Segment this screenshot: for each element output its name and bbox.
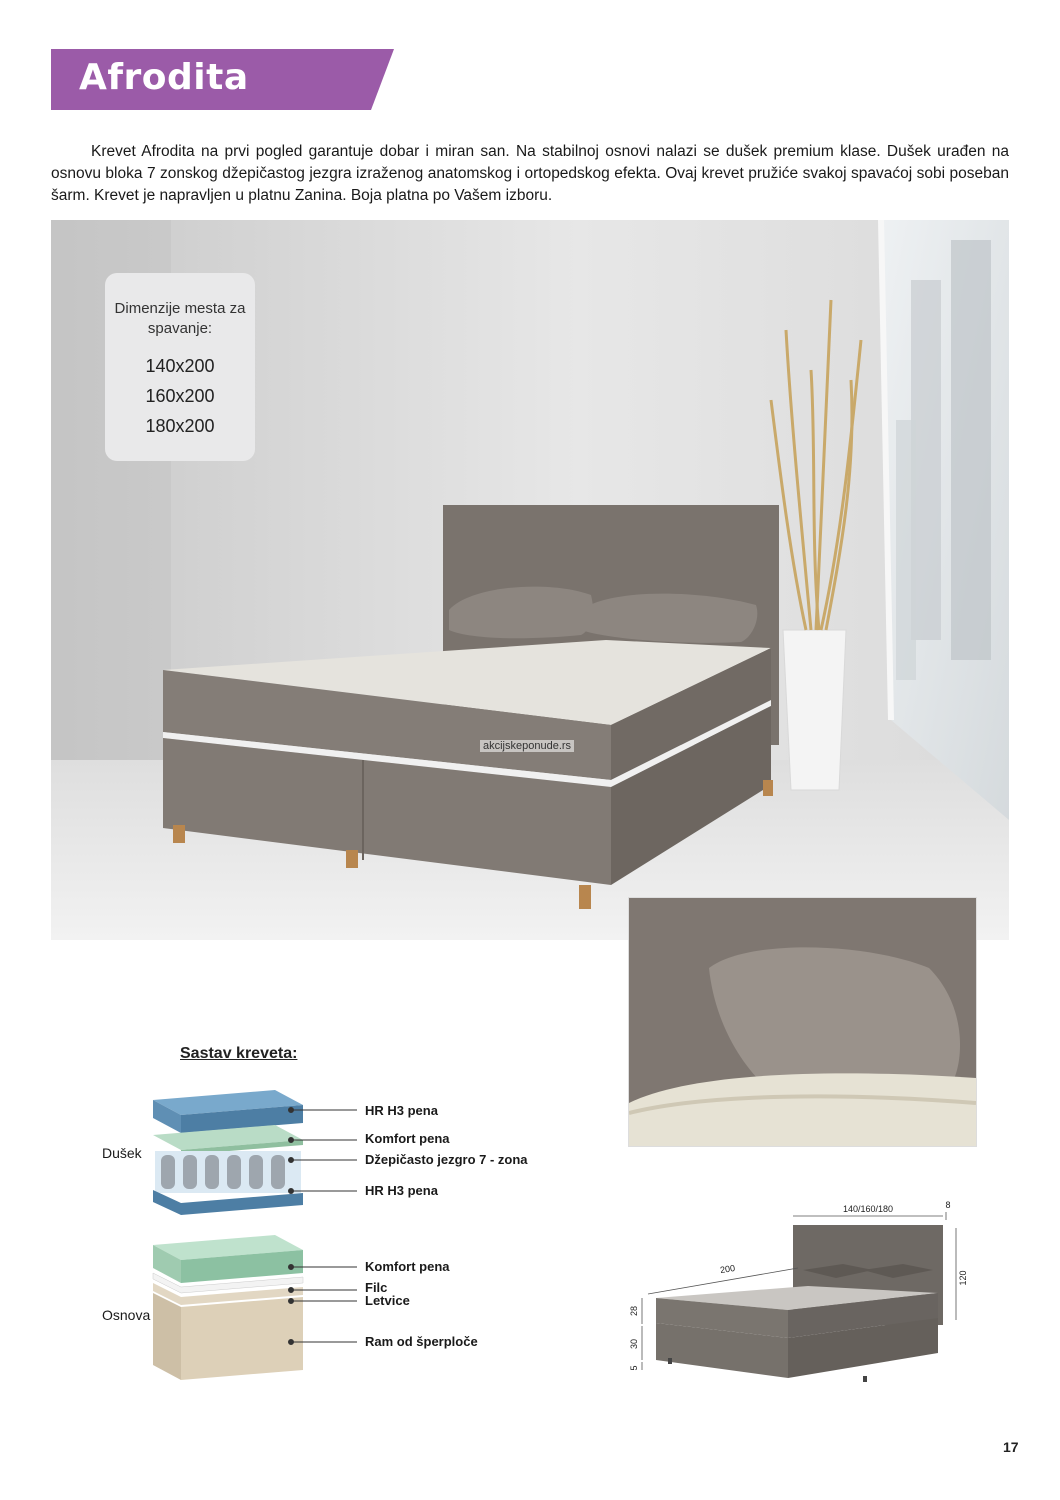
dimensions-box [105,273,255,461]
layers-illustration [95,1085,565,1385]
base-group-label: Osnova [102,1307,151,1323]
dim-width: 140/160/180 [842,1204,894,1214]
dim-headboard-thickness: 8 [945,1200,951,1210]
dimension-drawing [628,1198,978,1388]
layer-label: Komfort pena [365,1259,450,1274]
dim-mattress-height: 28 [629,1305,639,1317]
layer-label: Letvice [365,1293,410,1308]
layer-label: HR H3 pena [365,1103,438,1118]
dimension-bed-illustration [628,1198,978,1388]
dimensions-label: Dimenzije mesta za spavanje: [114,300,246,337]
intro-paragraph: Krevet Afrodita na prvi pogled garantuje dobar i miran san. Na stabilnoj osnovi nalazi se dušek premium klase. Dušek urađen na osnovu bloka 7 zonskog džepičastog jezgra izraženog anatomskog i ortopedskog efekta. Ovaj krevet pružiće svakoj spavaćoj sobi poseban šarm. Krevet je napravljen u platnu Zanina. Boja platna po Vašem izboru. [51,143,1009,204]
mattress-group-label: Dušek [102,1145,142,1161]
composition-diagram [95,1085,565,1385]
dimension-size: 160x200 [145,386,215,406]
dim-base-height: 30 [629,1338,639,1350]
page-title: Afrodita [79,57,249,98]
dim-length: 200 [719,1262,736,1276]
watermark: akcijskeponude.rs [480,740,574,752]
layer-label: HR H3 pena [365,1183,438,1198]
dimensions-list [105,351,255,441]
dim-headboard-height: 120 [958,1270,968,1286]
title-banner [51,49,394,110]
layer-label: Komfort pena [365,1131,450,1146]
layer-label: Džepičasto jezgro 7 - zona [365,1152,528,1167]
dimension-size: 140x200 [145,356,215,376]
layer-label: Ram od šperploče [365,1334,478,1349]
layer-label: Filc [365,1280,388,1295]
detail-photo [628,897,977,1147]
pillow-closeup-illustration [629,898,976,1146]
composition-title: Sastav kreveta: [180,1045,298,1062]
dim-leg-height: 5 [629,1365,639,1371]
page-number: 17 [1003,1439,1019,1455]
dimension-size: 180x200 [145,416,215,436]
